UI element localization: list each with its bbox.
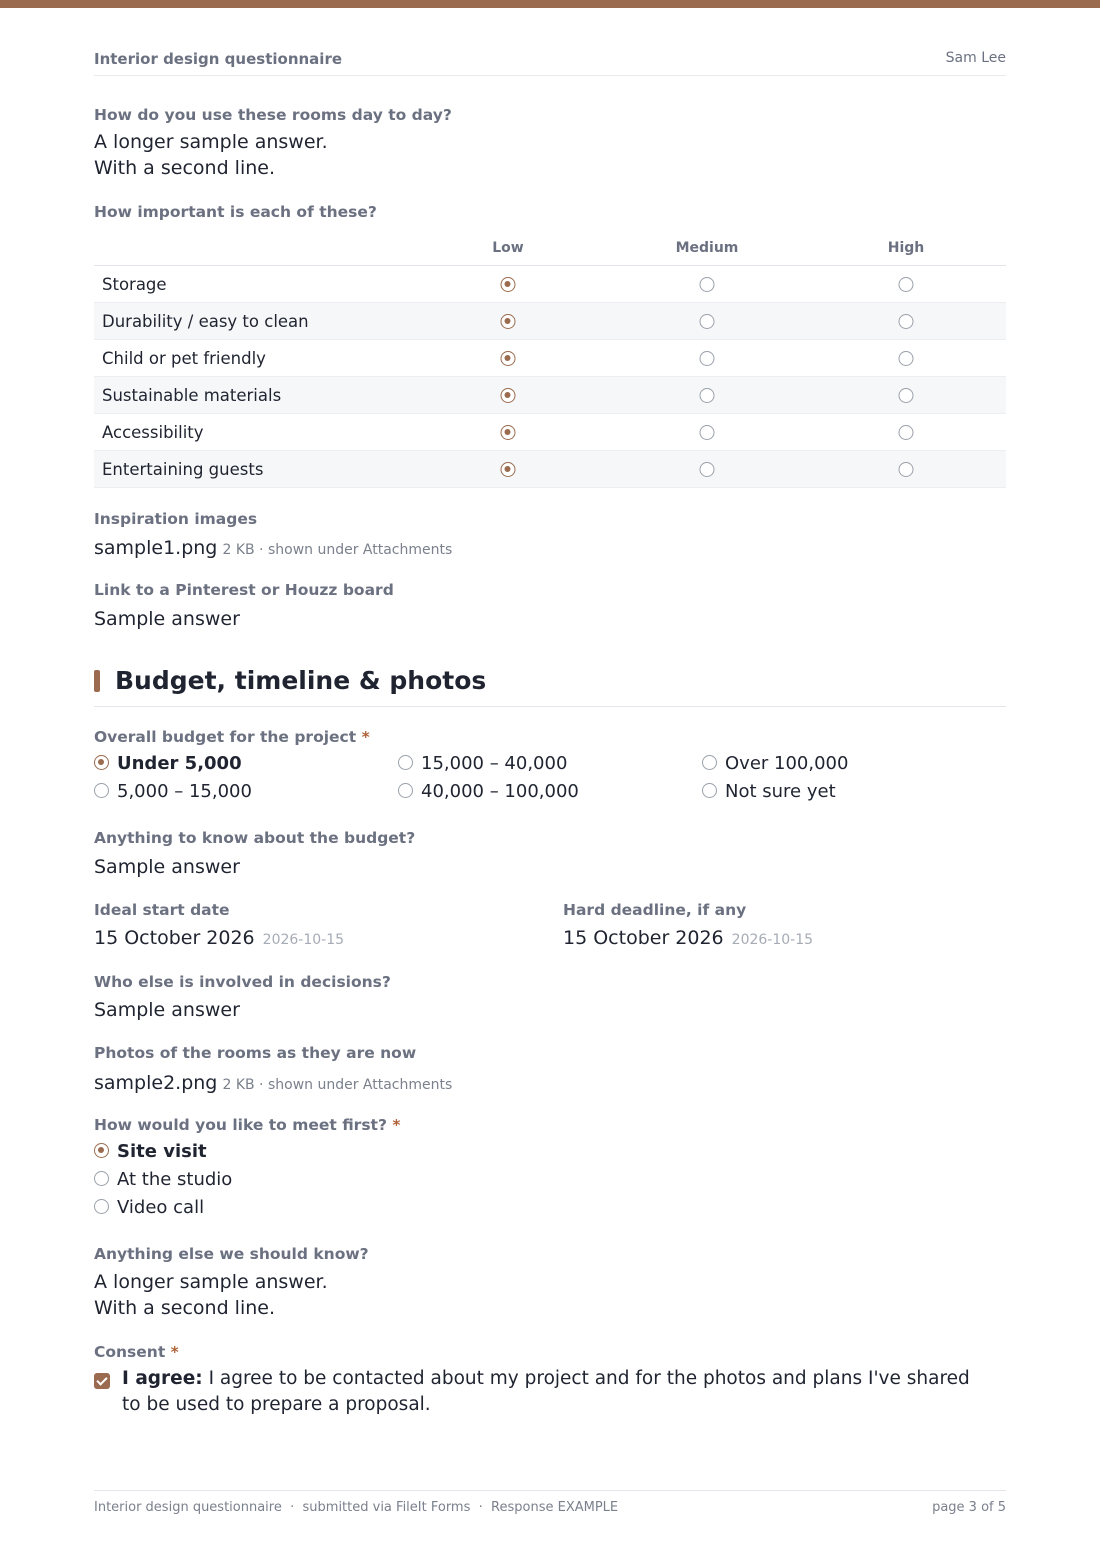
radio-icon[interactable]	[94, 783, 109, 798]
matrix-row	[94, 451, 1006, 488]
matrix-row-label: Child or pet friendly	[102, 349, 266, 368]
required-marker: *	[170, 1343, 179, 1361]
option-label: Over 100,000	[725, 753, 849, 774]
matrix-row-label: Durability / easy to clean	[102, 312, 309, 331]
radio-icon[interactable]	[899, 425, 914, 440]
date-answer	[94, 925, 344, 951]
date-answer	[563, 925, 813, 951]
column-header: High	[887, 240, 925, 256]
file-answer	[94, 535, 452, 561]
answer-text	[94, 129, 328, 181]
file-name[interactable]: sample1.png	[94, 537, 218, 559]
question-label	[94, 1343, 179, 1361]
option-label: Under 5,000	[117, 753, 242, 774]
answer-line: With a second line.	[94, 157, 275, 179]
radio-icon[interactable]	[94, 1171, 109, 1186]
option-label: Video call	[117, 1197, 205, 1218]
question-label-text: How would you like to meet first?	[94, 1116, 387, 1134]
budget-option[interactable]	[702, 781, 836, 802]
answer-text: Sample answer	[94, 856, 240, 878]
radio-icon[interactable]	[899, 314, 914, 329]
radio-selected-icon[interactable]	[501, 314, 516, 329]
radio-icon[interactable]	[700, 462, 715, 477]
question-label: Inspiration images	[94, 510, 258, 528]
question-label: Link to a Pinterest or Houzz board	[94, 581, 394, 599]
date-iso: 2026-10-15	[262, 932, 345, 948]
radio-icon[interactable]	[702, 783, 717, 798]
respondent-name: Sam Lee	[945, 50, 1006, 66]
meet-option[interactable]	[94, 1169, 232, 1190]
answer-text	[94, 1269, 328, 1321]
radio-selected-icon[interactable]	[501, 277, 516, 292]
option-label: 5,000 – 15,000	[117, 781, 252, 802]
question-label: Anything to know about the budget?	[94, 829, 416, 847]
answer-text: Sample answer	[94, 608, 240, 630]
matrix-row-label: Entertaining guests	[102, 460, 264, 479]
date-text: 15 October 2026	[563, 927, 724, 949]
answer-line: A longer sample answer.	[94, 131, 328, 153]
budget-option[interactable]	[398, 781, 579, 802]
column-header: Medium	[675, 240, 739, 256]
footer-left: Interior design questionnaire · submitted via FileIt Forms · Response EXAMPLE	[94, 1500, 619, 1515]
file-meta: 2 KB · shown under Attachments	[222, 1077, 453, 1093]
budget-option[interactable]	[702, 753, 848, 774]
file-meta: 2 KB · shown under Attachments	[222, 542, 453, 558]
checkbox-checked-icon[interactable]	[94, 1373, 110, 1389]
question-label	[94, 1116, 400, 1134]
matrix-header	[94, 232, 1006, 266]
question-label: Photos of the rooms as they are now	[94, 1044, 417, 1062]
answer-text: Sample answer	[94, 999, 240, 1021]
page-number: page 3 of 5	[932, 1500, 1006, 1515]
question-label: Hard deadline, if any	[563, 901, 747, 919]
question-label: Anything else we should know?	[94, 1245, 369, 1263]
radio-icon[interactable]	[899, 277, 914, 292]
option-label: At the studio	[117, 1169, 233, 1190]
matrix-row	[94, 414, 1006, 451]
question-label-text: Consent	[94, 1343, 166, 1361]
option-label: 15,000 – 40,000	[421, 753, 568, 774]
question-label: Ideal start date	[94, 901, 230, 919]
radio-icon[interactable]	[700, 388, 715, 403]
consent-line: to be used to prepare a proposal.	[122, 1394, 431, 1415]
matrix-row-label: Sustainable materials	[102, 386, 282, 405]
file-answer	[94, 1070, 452, 1096]
radio-selected-icon[interactable]	[501, 462, 516, 477]
radio-icon[interactable]	[899, 351, 914, 366]
consent-bold: I agree:	[122, 1368, 203, 1389]
matrix-row	[94, 377, 1006, 414]
answer-line: A longer sample answer.	[94, 1271, 328, 1293]
radio-selected-icon[interactable]	[94, 1143, 109, 1158]
column-header: Low	[492, 240, 524, 256]
required-marker: *	[361, 728, 370, 746]
matrix-row-label: Accessibility	[102, 423, 204, 442]
radio-icon[interactable]	[398, 755, 413, 770]
radio-selected-icon[interactable]	[94, 755, 109, 770]
option-label: Not sure yet	[725, 781, 836, 802]
section-heading	[94, 668, 1006, 707]
radio-icon[interactable]	[700, 351, 715, 366]
option-label: Site visit	[117, 1141, 207, 1162]
importance-matrix	[94, 232, 1006, 488]
radio-icon[interactable]	[702, 755, 717, 770]
radio-selected-icon[interactable]	[501, 425, 516, 440]
question-label: How important is each of these?	[94, 203, 377, 221]
meet-option[interactable]	[94, 1197, 204, 1218]
file-name[interactable]: sample2.png	[94, 1072, 218, 1094]
consent-line-text: I agree to be contacted about my project and for the photos and plans I've shared	[208, 1368, 970, 1389]
question-label: Who else is involved in decisions?	[94, 973, 391, 991]
budget-option[interactable]	[94, 781, 252, 802]
consent-text	[122, 1366, 1006, 1418]
budget-option[interactable]	[398, 753, 567, 774]
question-label-text: Overall budget for the project	[94, 728, 357, 746]
question-label	[94, 728, 370, 746]
radio-icon[interactable]	[899, 462, 914, 477]
radio-icon[interactable]	[700, 425, 715, 440]
meet-option[interactable]	[94, 1141, 207, 1162]
answer-line: With a second line.	[94, 1297, 275, 1319]
form-title: Interior design questionnaire	[94, 50, 343, 68]
matrix-row	[94, 303, 1006, 340]
radio-selected-icon[interactable]	[501, 388, 516, 403]
radio-icon[interactable]	[94, 1199, 109, 1214]
page-header	[94, 48, 1006, 76]
date-text: 15 October 2026	[94, 927, 255, 949]
budget-option[interactable]	[94, 753, 242, 774]
radio-icon[interactable]	[700, 277, 715, 292]
date-iso: 2026-10-15	[731, 932, 814, 948]
radio-selected-icon[interactable]	[501, 351, 516, 366]
radio-icon[interactable]	[899, 388, 914, 403]
top-accent-bar	[0, 0, 1100, 8]
required-marker: *	[392, 1116, 401, 1134]
section-accent-bar	[94, 670, 100, 692]
matrix-row-label: Storage	[102, 275, 167, 294]
question-label: How do you use these rooms day to day?	[94, 106, 452, 124]
option-label: 40,000 – 100,000	[421, 781, 579, 802]
section-title: Budget, timeline & photos	[115, 666, 487, 695]
page-footer	[94, 1490, 1006, 1520]
consent-line	[122, 1366, 1006, 1392]
radio-icon[interactable]	[398, 783, 413, 798]
radio-icon[interactable]	[700, 314, 715, 329]
matrix-row	[94, 340, 1006, 377]
matrix-row	[94, 266, 1006, 303]
